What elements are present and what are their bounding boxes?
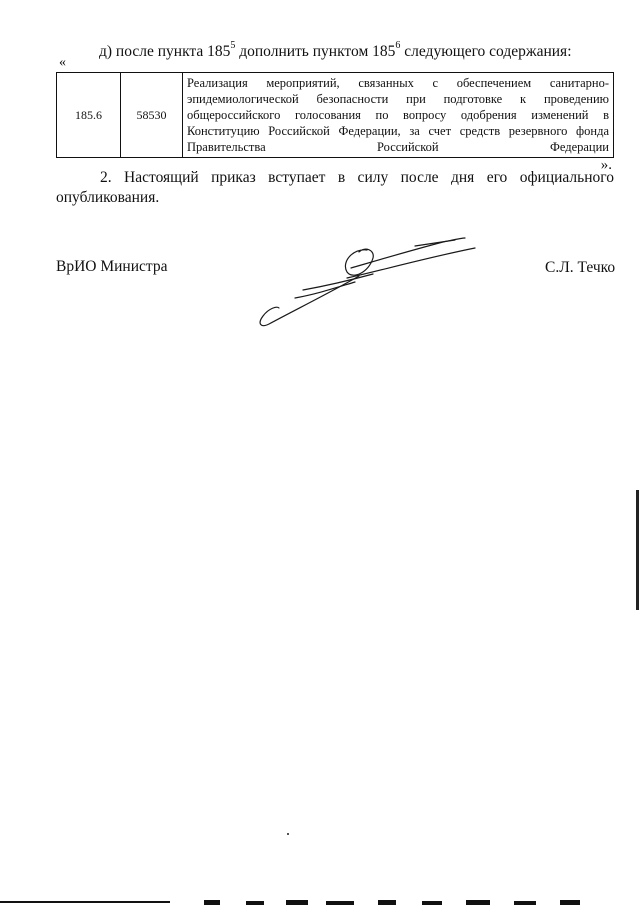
close-quote: ».: [600, 157, 612, 173]
paragraph-2: [56, 168, 614, 208]
handwritten-signature: [255, 228, 495, 333]
intro-superscript-a: 5: [230, 40, 236, 51]
paragraph-2-line-1: 2. Настоящий приказ вступает в силу после дня его официального: [100, 169, 614, 186]
intro-prefix: д) после пункта 185: [99, 43, 231, 61]
amendment-table: [56, 72, 614, 158]
code-cell: 58530: [121, 73, 183, 158]
paragraph-2-line-2: опубликования.: [56, 189, 160, 206]
intro-suffix: следующего содержания:: [400, 43, 572, 61]
bottom-barcode-strip: [0, 900, 640, 905]
open-quote: «: [59, 55, 66, 70]
signer-title: ВрИО Министра: [56, 258, 168, 275]
signer-name: С.Л. Течко: [545, 259, 616, 276]
item-number-cell: 185.6: [57, 73, 121, 158]
amendment-intro: [99, 42, 572, 61]
intro-superscript-b: 6: [395, 40, 401, 51]
description-cell: [183, 73, 614, 158]
intro-middle: дополнить пунктом 185: [235, 43, 396, 61]
description-text: Реализация мероприятий, связанных с обеспечением санитарно-эпидемиологической безопасности при подготовке к проведению общероссийского голосования по вопросу одобрения изменений в Конституцию Российской Федерации, за счет средств резервного фонда Правительства Российской Федерации: [187, 76, 609, 154]
table-row: [57, 73, 614, 158]
scan-edge-mark: [636, 490, 639, 610]
scan-speck: [287, 833, 289, 835]
